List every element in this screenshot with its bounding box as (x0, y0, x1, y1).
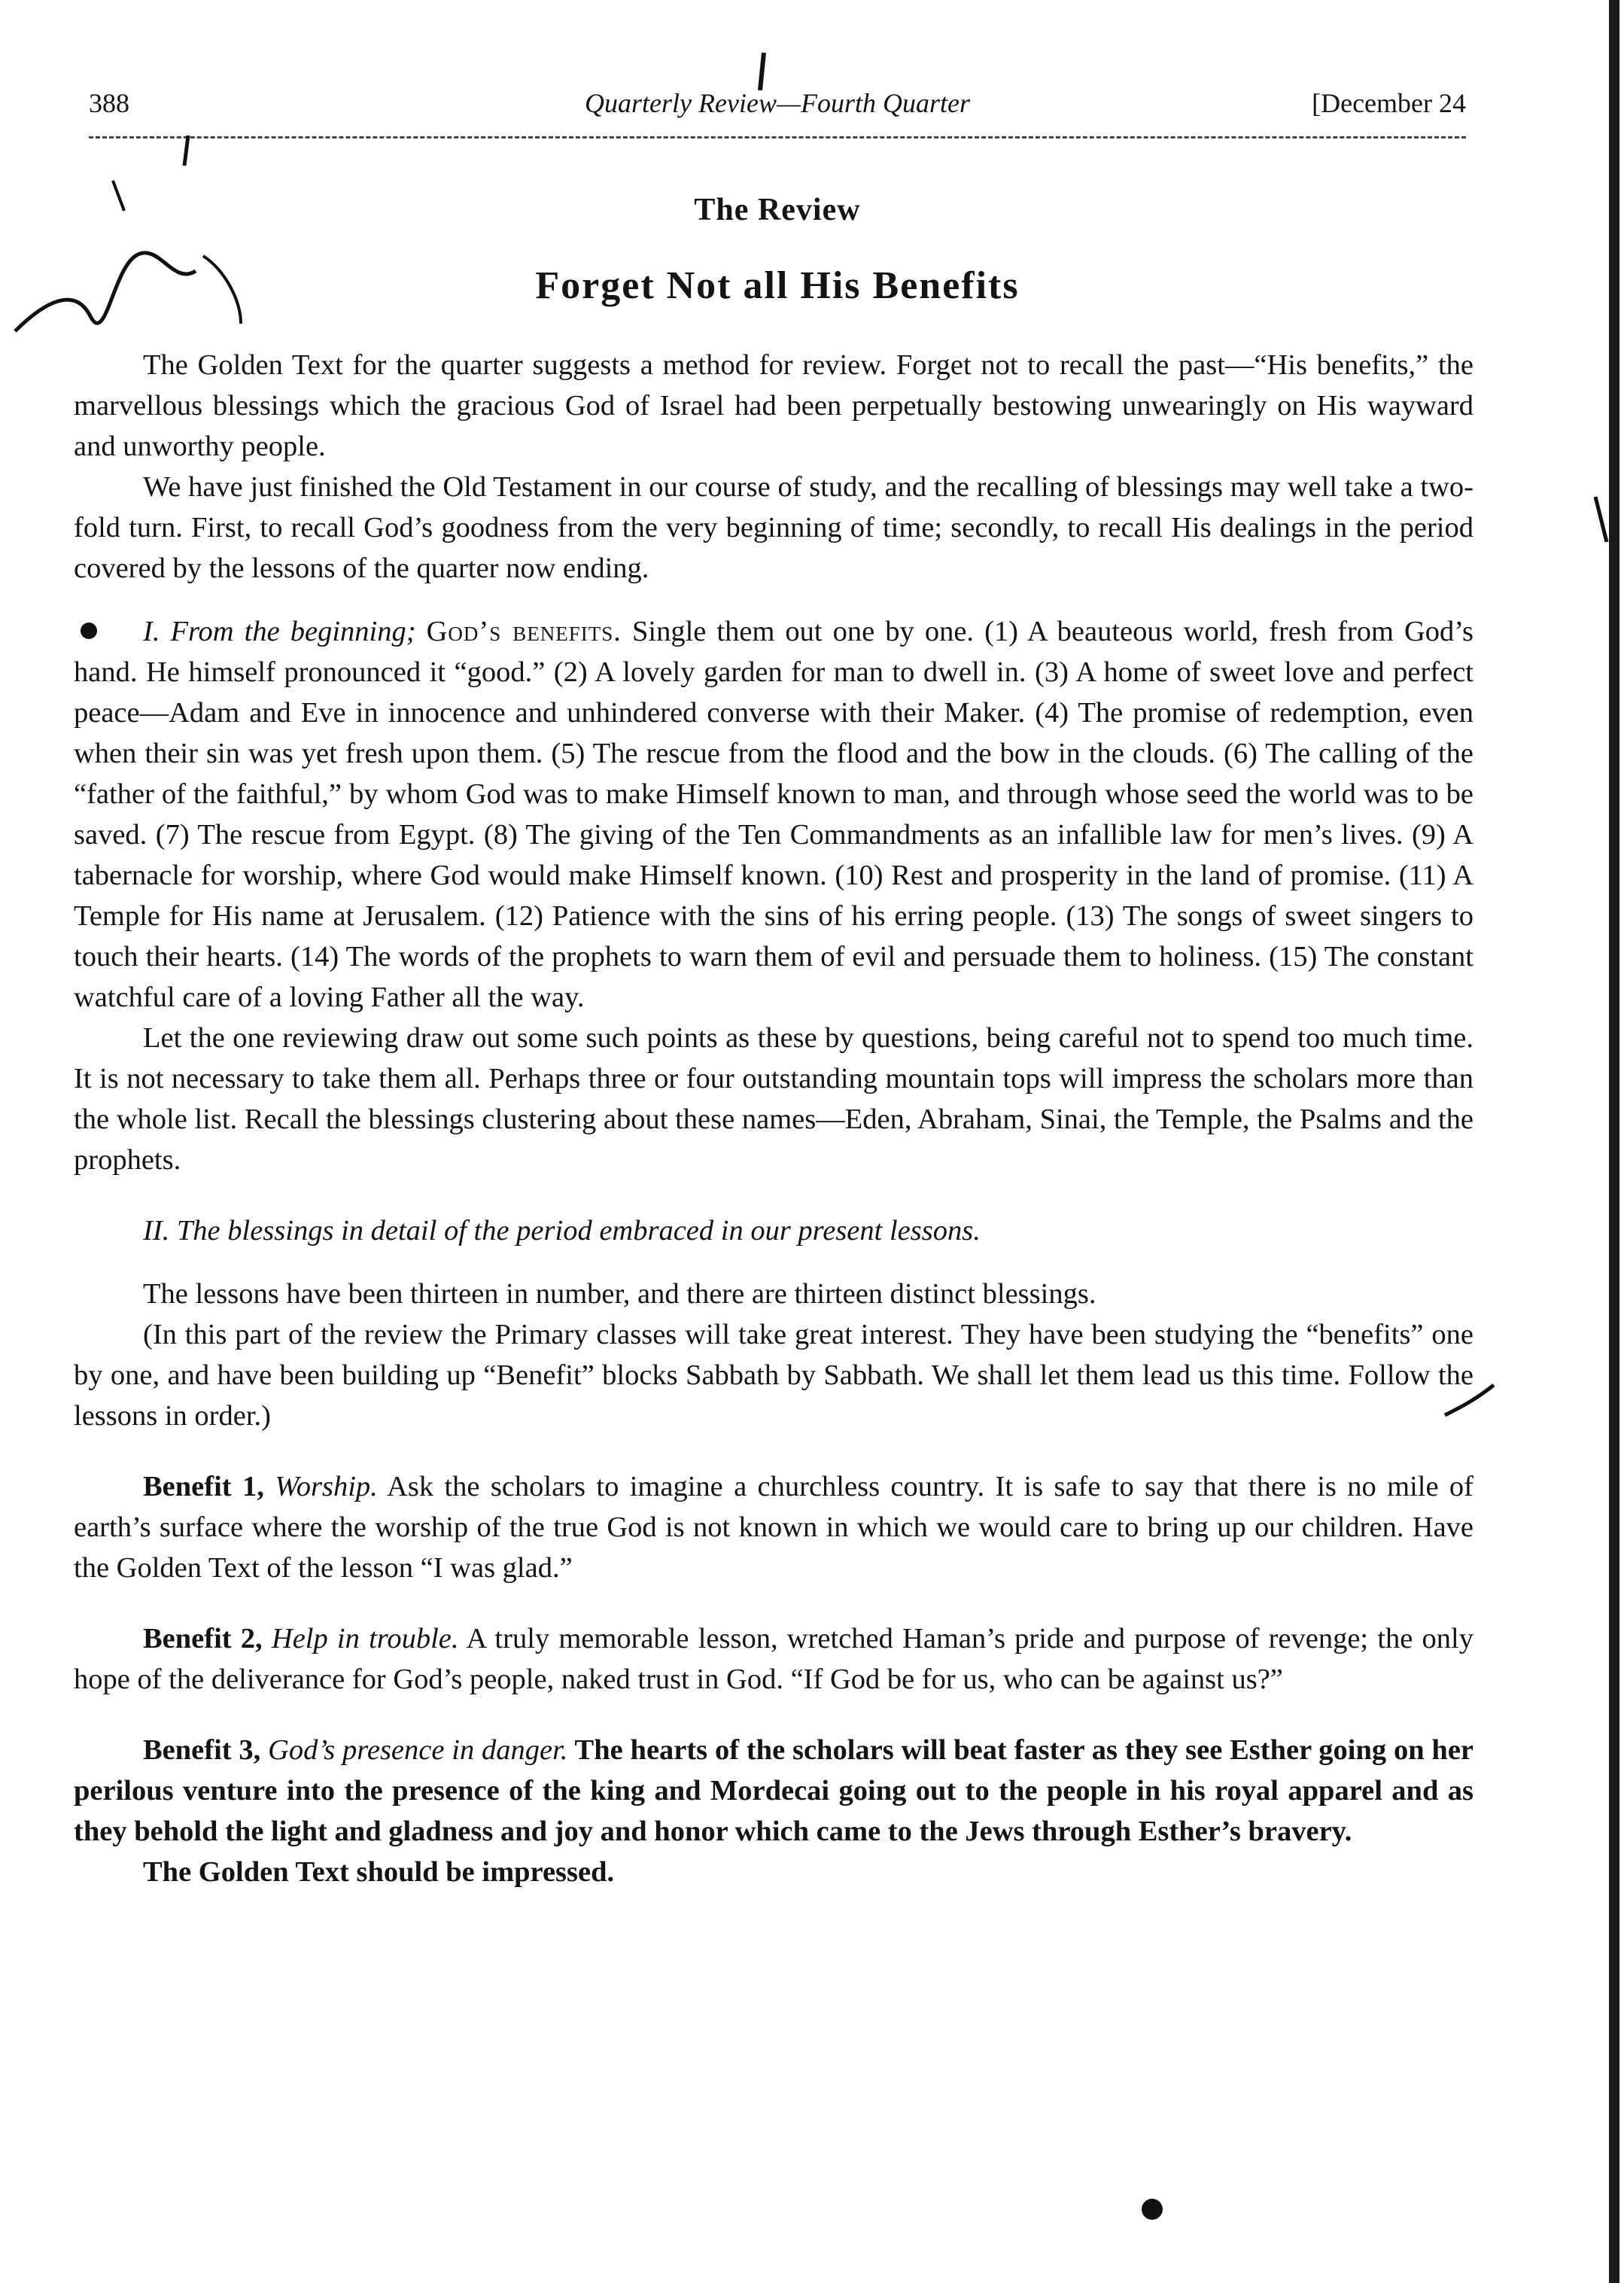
edge-mark (1595, 497, 1607, 542)
benefit-label: Benefit 2, (143, 1623, 263, 1654)
pencil-mark (760, 53, 764, 90)
paragraph: Let the one reviewing draw out some such points as these by questions, being careful not to spend too much time. It is not necessary to take them all. Perhaps three or four outstanding mountain tops will impress the scholars more than the whole list. Recall the blessings clustering about these names—Eden, Abraham, Sinai, the Temple, the Psalms and the prophets. (74, 1022, 1473, 1176)
benefit-title: Worship. (275, 1471, 378, 1502)
benefit-title: Help in trouble. (271, 1623, 459, 1654)
header-rule (89, 136, 1466, 139)
section-heading: I. From the beginning; (143, 616, 416, 647)
section-heading: II. The blessings in detail of the period embraced in our present lessons. (143, 1215, 981, 1247)
section-caps: God’s benefits. (426, 616, 622, 647)
paragraph: The lessons have been thirteen in number, and there are thirteen distinct blessings. (143, 1278, 1096, 1310)
page-number: 388 (89, 88, 129, 118)
ink-blot (1142, 2199, 1163, 2220)
pencil-tick (184, 135, 188, 166)
header-date: [December 24 (1312, 88, 1466, 118)
benefit-label: Benefit 3, (143, 1734, 261, 1766)
benefit-paragraph (74, 1618, 1473, 1700)
benefit-paragraph (74, 1730, 1473, 1852)
paragraph: We have just finished the Old Testament in our course of study, and the recalling of blessings may well take a two-fold turn. First, to recall God’s goodness from the very beginning of time; secondly, to recall His dealings in the period covered by the lessons of the quarter now ending. (74, 471, 1473, 584)
closing-line: The Golden Text should be impressed. (143, 1856, 615, 1888)
section-two-heading (74, 1210, 1473, 1251)
benefit-text: The hearts of the scholars will beat faster as they see Esther going on her perilous venture into the presence of the king and Mordecai going out to the people in his royal apparel and as they behold the light and gladness and joy and honor which came to the Jews through Esther’s bravery. (74, 1734, 1474, 1847)
running-title: Quarterly Review—Fourth Quarter (585, 88, 970, 118)
benefit-text: A truly memorable lesson, wretched Haman’s pride and purpose of revenge; the only hope of the deliverance for God’s people, naked trust in God. “If God be for us, who can be against us?” (74, 1623, 1473, 1695)
section-text: Single them out one by one. (1) A beauteous world, fresh from God’s hand. He himself pronounced it “good.” (2) A lovely garden for man to dwell in. (3) A home of sweet love and perfect peace—Adam and Eve in innocence and unhindered converse with their Maker. (4) The promise of redemption, even when their sin was yet fresh upon them. (5) The rescue from the flood and the bow in the clouds. (6) The calling of the “father of the faithful,” by whom God was to make Himself known to man, and through whose seed the world was to be saved. (7) The rescue from Egypt. (8) The giving of the Ten Commandments as an infallible law for men’s lives. (9) A tabernacle for worship, where God would make Himself known. (10) Rest and prosperity in the land of promise. (11) A Temple for His name at Jerusalem. (12) Patience with the sins of his erring people. (13) The songs of sweet singers to touch their hearts. (14) The words of the prophets to warn them of evil and persuade them to holiness. (15) The constant watchful care of a loving Father all the way. (74, 616, 1473, 1013)
page-header (89, 87, 1466, 131)
paragraph: The Golden Text for the quarter suggests a method for review. Forget not to recall the past—“His benefits,” the marvellous blessings which the gracious God of Israel had been perpetually bestowing unwearingly on His wayward and unworthy people. (74, 349, 1473, 462)
benefit-text: Ask the scholars to imagine a churchless country. It is safe to say that there is no mile of earth’s surface where the worship of the true God is not known in which we would care to bring up our children. Have the Golden Text of the lesson “I was glad.” (74, 1471, 1474, 1584)
benefit-paragraph (74, 1466, 1473, 1588)
paragraph: (In this part of the review the Primary classes will take great interest. They have been studying the “benefits” one by one, and have been building up “Benefit” blocks Sabbath by Sabbath. We shall let them lead us this time. Follow the lessons in order.) (74, 1319, 1473, 1432)
benefit-title: God’s presence in danger. (268, 1734, 568, 1766)
scan-edge-strip (1609, 0, 1619, 2283)
page-title: The Review (694, 193, 861, 227)
article-body (74, 345, 1473, 1892)
page-subtitle: Forget Not all His Benefits (535, 264, 1020, 307)
benefit-label: Benefit 1, (143, 1471, 264, 1502)
section-one-paragraph (74, 611, 1473, 1018)
